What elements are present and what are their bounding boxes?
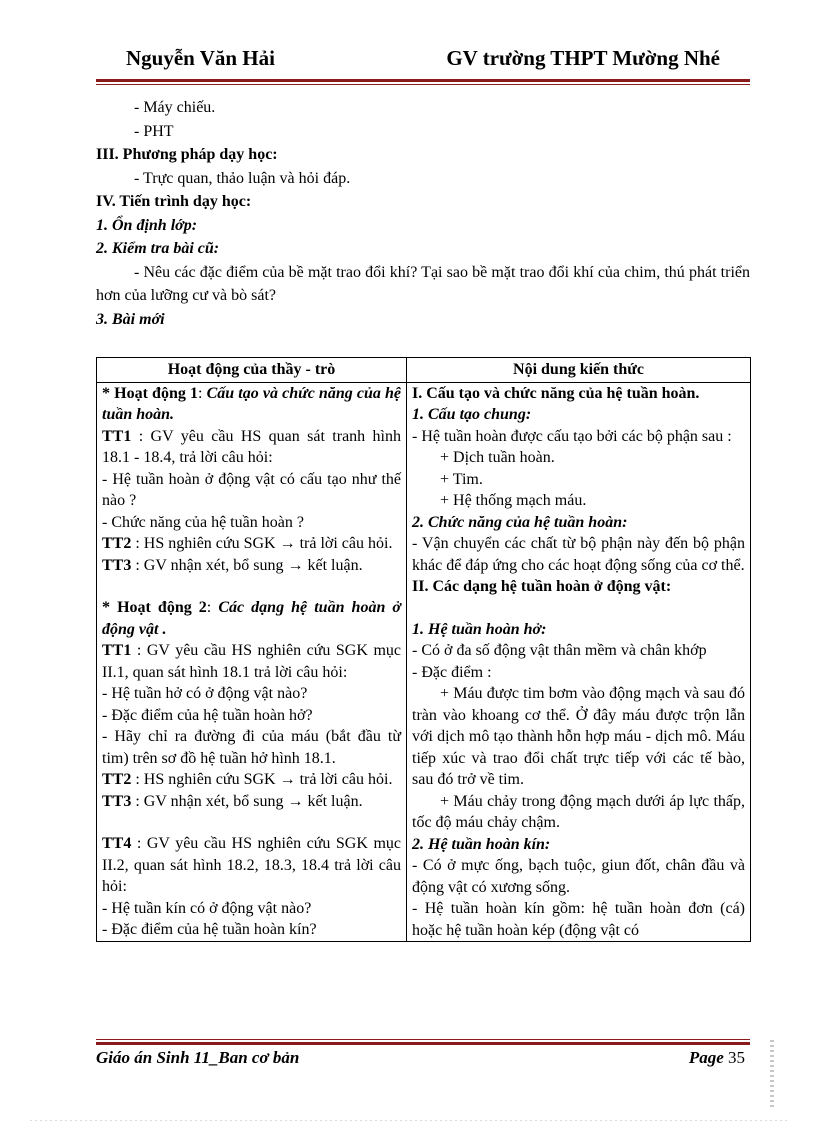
header-school: GV trường THPT Mường Nhé [446,46,720,70]
activity-step: TT1 : GV yêu cầu HS quan sát tranh hình 18.1 - 18.4, trả lời câu hỏi: [102,427,401,466]
list-item: - Trực quan, thảo luận và hỏi đáp. [134,169,351,187]
content-text: - Có ở đa số động vật thân mềm và chân khớp [412,642,707,659]
lesson-table [96,357,751,942]
question: - Hãy chỉ ra đường đi của máu (bắt đầu từ tim) trên sơ đồ hệ tuần hở hình 18.1. [102,728,401,767]
question: - Chức năng của hệ tuần hoàn ? [102,513,304,531]
question: - Hệ tuần hoàn ở động vật có cấu tạo như thế nào ? [102,470,401,509]
content-text: - Có ở mực ống, bạch tuộc, giun đốt, chân đầu và động vật có xương sống. [412,857,745,896]
content-text: - Hệ tuần hoàn được cấu tạo bởi các bộ phận sau : [412,427,732,445]
intro-text [96,96,750,331]
activity-2-heading: * Hoạt động 2: Các dạng hệ tuần hoàn ở động vật . [102,599,401,638]
content-bullet: + Tim. [440,470,483,488]
footer-title: Giáo án Sinh 11_Ban cơ bản [96,1048,300,1067]
content-text: - Đặc điểm : [412,663,492,681]
footer-rule-thick [96,1042,750,1045]
content-subheading: 1. Cấu tạo chung: [412,406,532,423]
table-row [97,382,751,942]
list-item: - Máy chiếu. [134,99,216,116]
page-bottom-dots [30,1120,790,1121]
question: - Hệ tuần kín có ở động vật nào? [102,899,312,917]
content-text: - Vận chuyển các chất từ bộ phận này đến bộ phận khác để đáp ứng cho các hoạt động sống của cơ thể. [412,535,745,574]
page-number: Page 35 [688,1048,745,1067]
question: - Đặc điểm của hệ tuần hoàn kín? [102,921,317,938]
content-subheading: 2. Chức năng của hệ tuần hoàn: [412,513,628,531]
activity-step: TT3 : GV nhận xét, bổ sung → kết luận. [102,556,363,574]
header-rule-thick [96,79,750,82]
page-header [96,46,750,76]
header-author: Nguyễn Văn Hải [126,46,275,70]
activity-1-heading: * Hoạt động 1: Cấu tạo và chức năng của hệ tuần hoàn. [102,384,401,423]
column-header: Hoạt động của thầy - trò [97,358,407,383]
content-subheading: 2. Hệ tuần hoàn kín: [412,835,551,853]
page-edge-dots [770,1040,774,1110]
question: - Đặc điểm của hệ tuần hoàn hở? [102,706,313,724]
activity-step: TT4 : GV yêu cầu HS nghiên cứu SGK mục II.2, quan sát hình 18.2, 18.3, 18.4 trả lời câu hỏi: [102,835,401,895]
teacher-student-activities [97,382,407,942]
step-heading: 1. Ổn định lớp: [96,216,198,234]
activity-step: TT1 : GV yêu cầu HS nghiên cứu SGK mục II.1, quan sát hình 18.1 trả lời câu hỏi: [102,642,401,681]
activity-step: TT2 : HS nghiên cứu SGK → trả lời câu hỏi. [102,535,393,552]
section-heading: IV. Tiến trình dạy học: [96,193,252,210]
table-header-row [97,358,751,383]
column-header: Nội dung kiến thức [407,358,751,383]
activity-step: TT3 : GV nhận xét, bổ sung → kết luận. [102,792,363,810]
list-item: - PHT [134,122,174,140]
content-text: + Máu được tim bơm vào động mạch và sau đó tràn vào khoang cơ thể. Ở đây máu được trộn lẫn với dịch mô tạo thành hỗn hợp máu - dịch mô. Máu tiếp xúc và trao đổi chất trực tiếp với các tế bào, sau đó trở về tim. [412,685,745,788]
content-bullet: + Dịch tuần hoàn. [440,449,555,466]
step-heading: 2. Kiểm tra bài cũ: [96,240,220,257]
footer-rule-thin [96,1039,750,1040]
step-heading: 3. Bài mới [96,310,165,328]
content-text: - Hệ tuần hoàn kín gồm: hệ tuần hoàn đơn (cá) hoặc hệ tuần hoàn kép (động vật có [412,900,745,939]
review-question: - Nêu các đặc điểm của bề mặt trao đổi khí? Tại sao bề mặt trao đổi khí của chim, thú phát triển hơn của lưỡng cư và bò sát? [96,263,750,304]
question: - Hệ tuần hở có ở động vật nào? [102,685,308,702]
content-bullet: + Hệ thống mạch máu. [440,492,587,509]
section-heading: III. Phương pháp dạy học: [96,146,278,163]
knowledge-content [407,382,751,942]
content-text: + Máu chảy trong động mạch dưới áp lực thấp, tốc độ máu chảy chậm. [412,792,745,831]
activity-step: TT2 : HS nghiên cứu SGK → trả lời câu hỏi. [102,771,393,788]
content-section-title: II. Các dạng hệ tuần hoàn ở động vật: [412,578,672,595]
content-subheading: 1. Hệ tuần hoàn hở: [412,620,547,638]
header-rule-thin [96,84,750,85]
content-section-title: I. Cấu tạo và chức năng của hệ tuần hoàn. [412,384,700,402]
